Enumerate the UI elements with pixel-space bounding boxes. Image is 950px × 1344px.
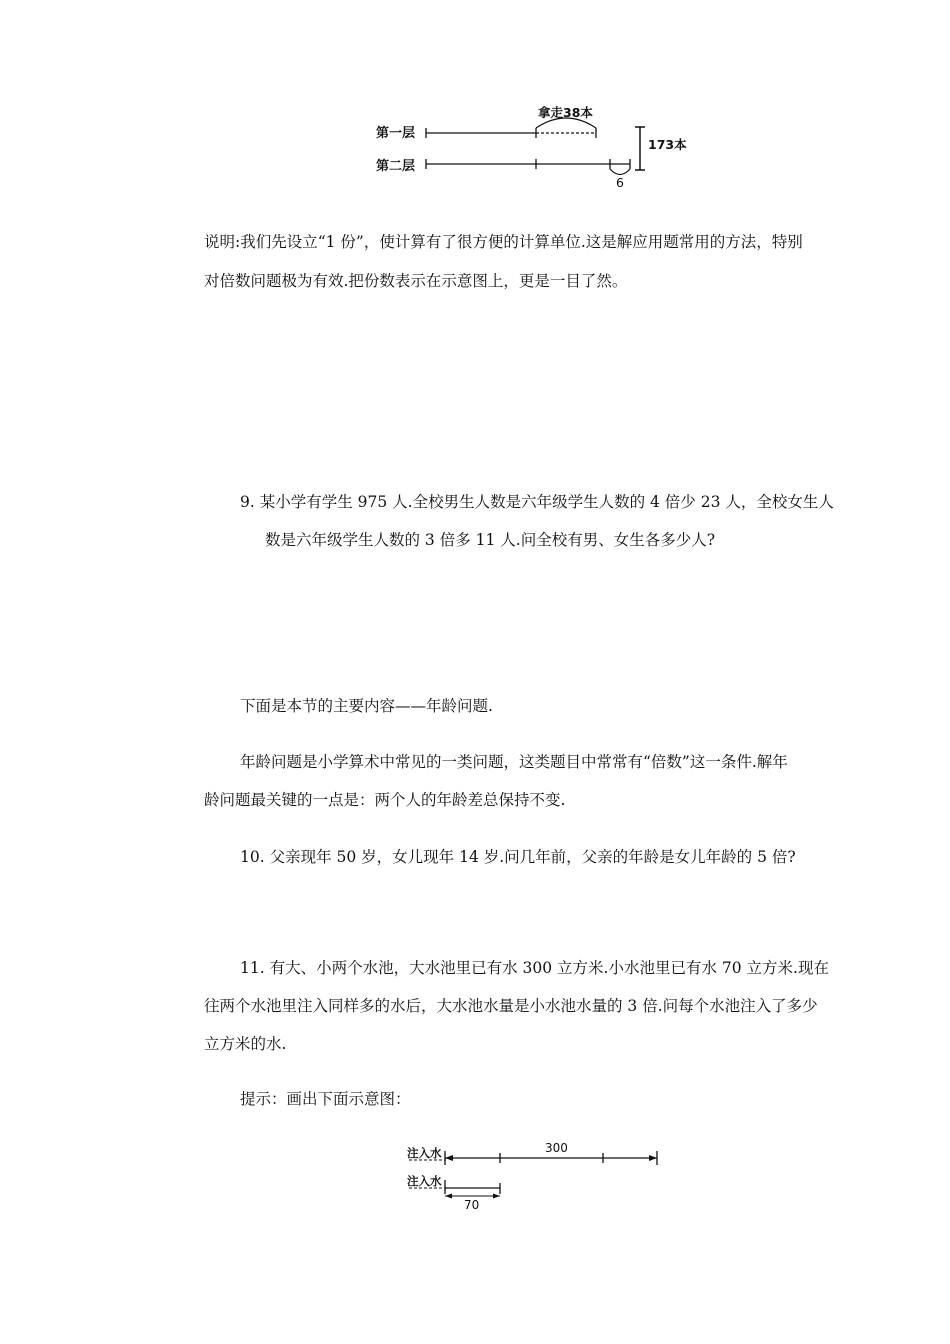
hint-text: 提示：画出下面示意图： <box>240 1090 411 1108</box>
pool1-label: 注入水 <box>407 1146 442 1160</box>
age-problem-desc-line-2: 龄问题最关键的一点是：两个人的年龄差总保持不变. <box>204 791 566 809</box>
question-11-line-3: 立方米的水. <box>204 1035 287 1053</box>
row1-label: 第一层 <box>376 126 416 141</box>
pool2-label: 注入水 <box>407 1174 442 1188</box>
question-9-line-1: 9. 某小学有学生 975 人.全校男生人数是六年级学生人数的 4 倍少 23 人，全校女生人 <box>240 493 834 511</box>
diff-brace <box>610 169 630 175</box>
question-11-line-1: 11. 有大、小两个水池，大水池里已有水 300 立方米.小水池里已有水 70 立方米.现在 <box>240 959 829 977</box>
big-pool-value: 300 <box>545 1141 568 1155</box>
note-line-2: 对倍数问题极为有效.把份数表示在示意图上，更是一目了然。 <box>204 272 628 290</box>
question-11-line-2: 往两个水池里注入同样多的水后，大水池水量是小水池水量的 3 倍.问每个水池注入了多少 <box>204 997 818 1015</box>
total-label: 173本 <box>648 137 687 152</box>
small-pool-value: 70 <box>464 1198 480 1212</box>
taken-label: 拿走38本 <box>538 105 593 120</box>
note-line-1: 说明:我们先设立“1 份”，使计算有了很方便的计算单位.这是解应用题常用的方法，特别 <box>204 233 803 251</box>
water-pool-diagram <box>405 1132 670 1214</box>
diff-label: 6 <box>616 175 624 190</box>
question-10: 10. 父亲现年 50 岁，女儿现年 14 岁.问几年前，父亲的年龄是女儿年龄的 5 倍? <box>240 848 796 866</box>
age-problem-desc-line-1: 年龄问题是小学算术中常见的一类问题，这类题目中常常有“倍数”这一条件.解年 <box>240 753 788 771</box>
bookshelf-diagram <box>370 100 700 195</box>
section-intro: 下面是本节的主要内容——年龄问题. <box>240 697 493 715</box>
question-9-line-2: 数是六年级学生人数的 3 倍多 11 人.问全校有男、女生各多少人? <box>265 531 716 549</box>
row2-label: 第二层 <box>376 159 416 174</box>
